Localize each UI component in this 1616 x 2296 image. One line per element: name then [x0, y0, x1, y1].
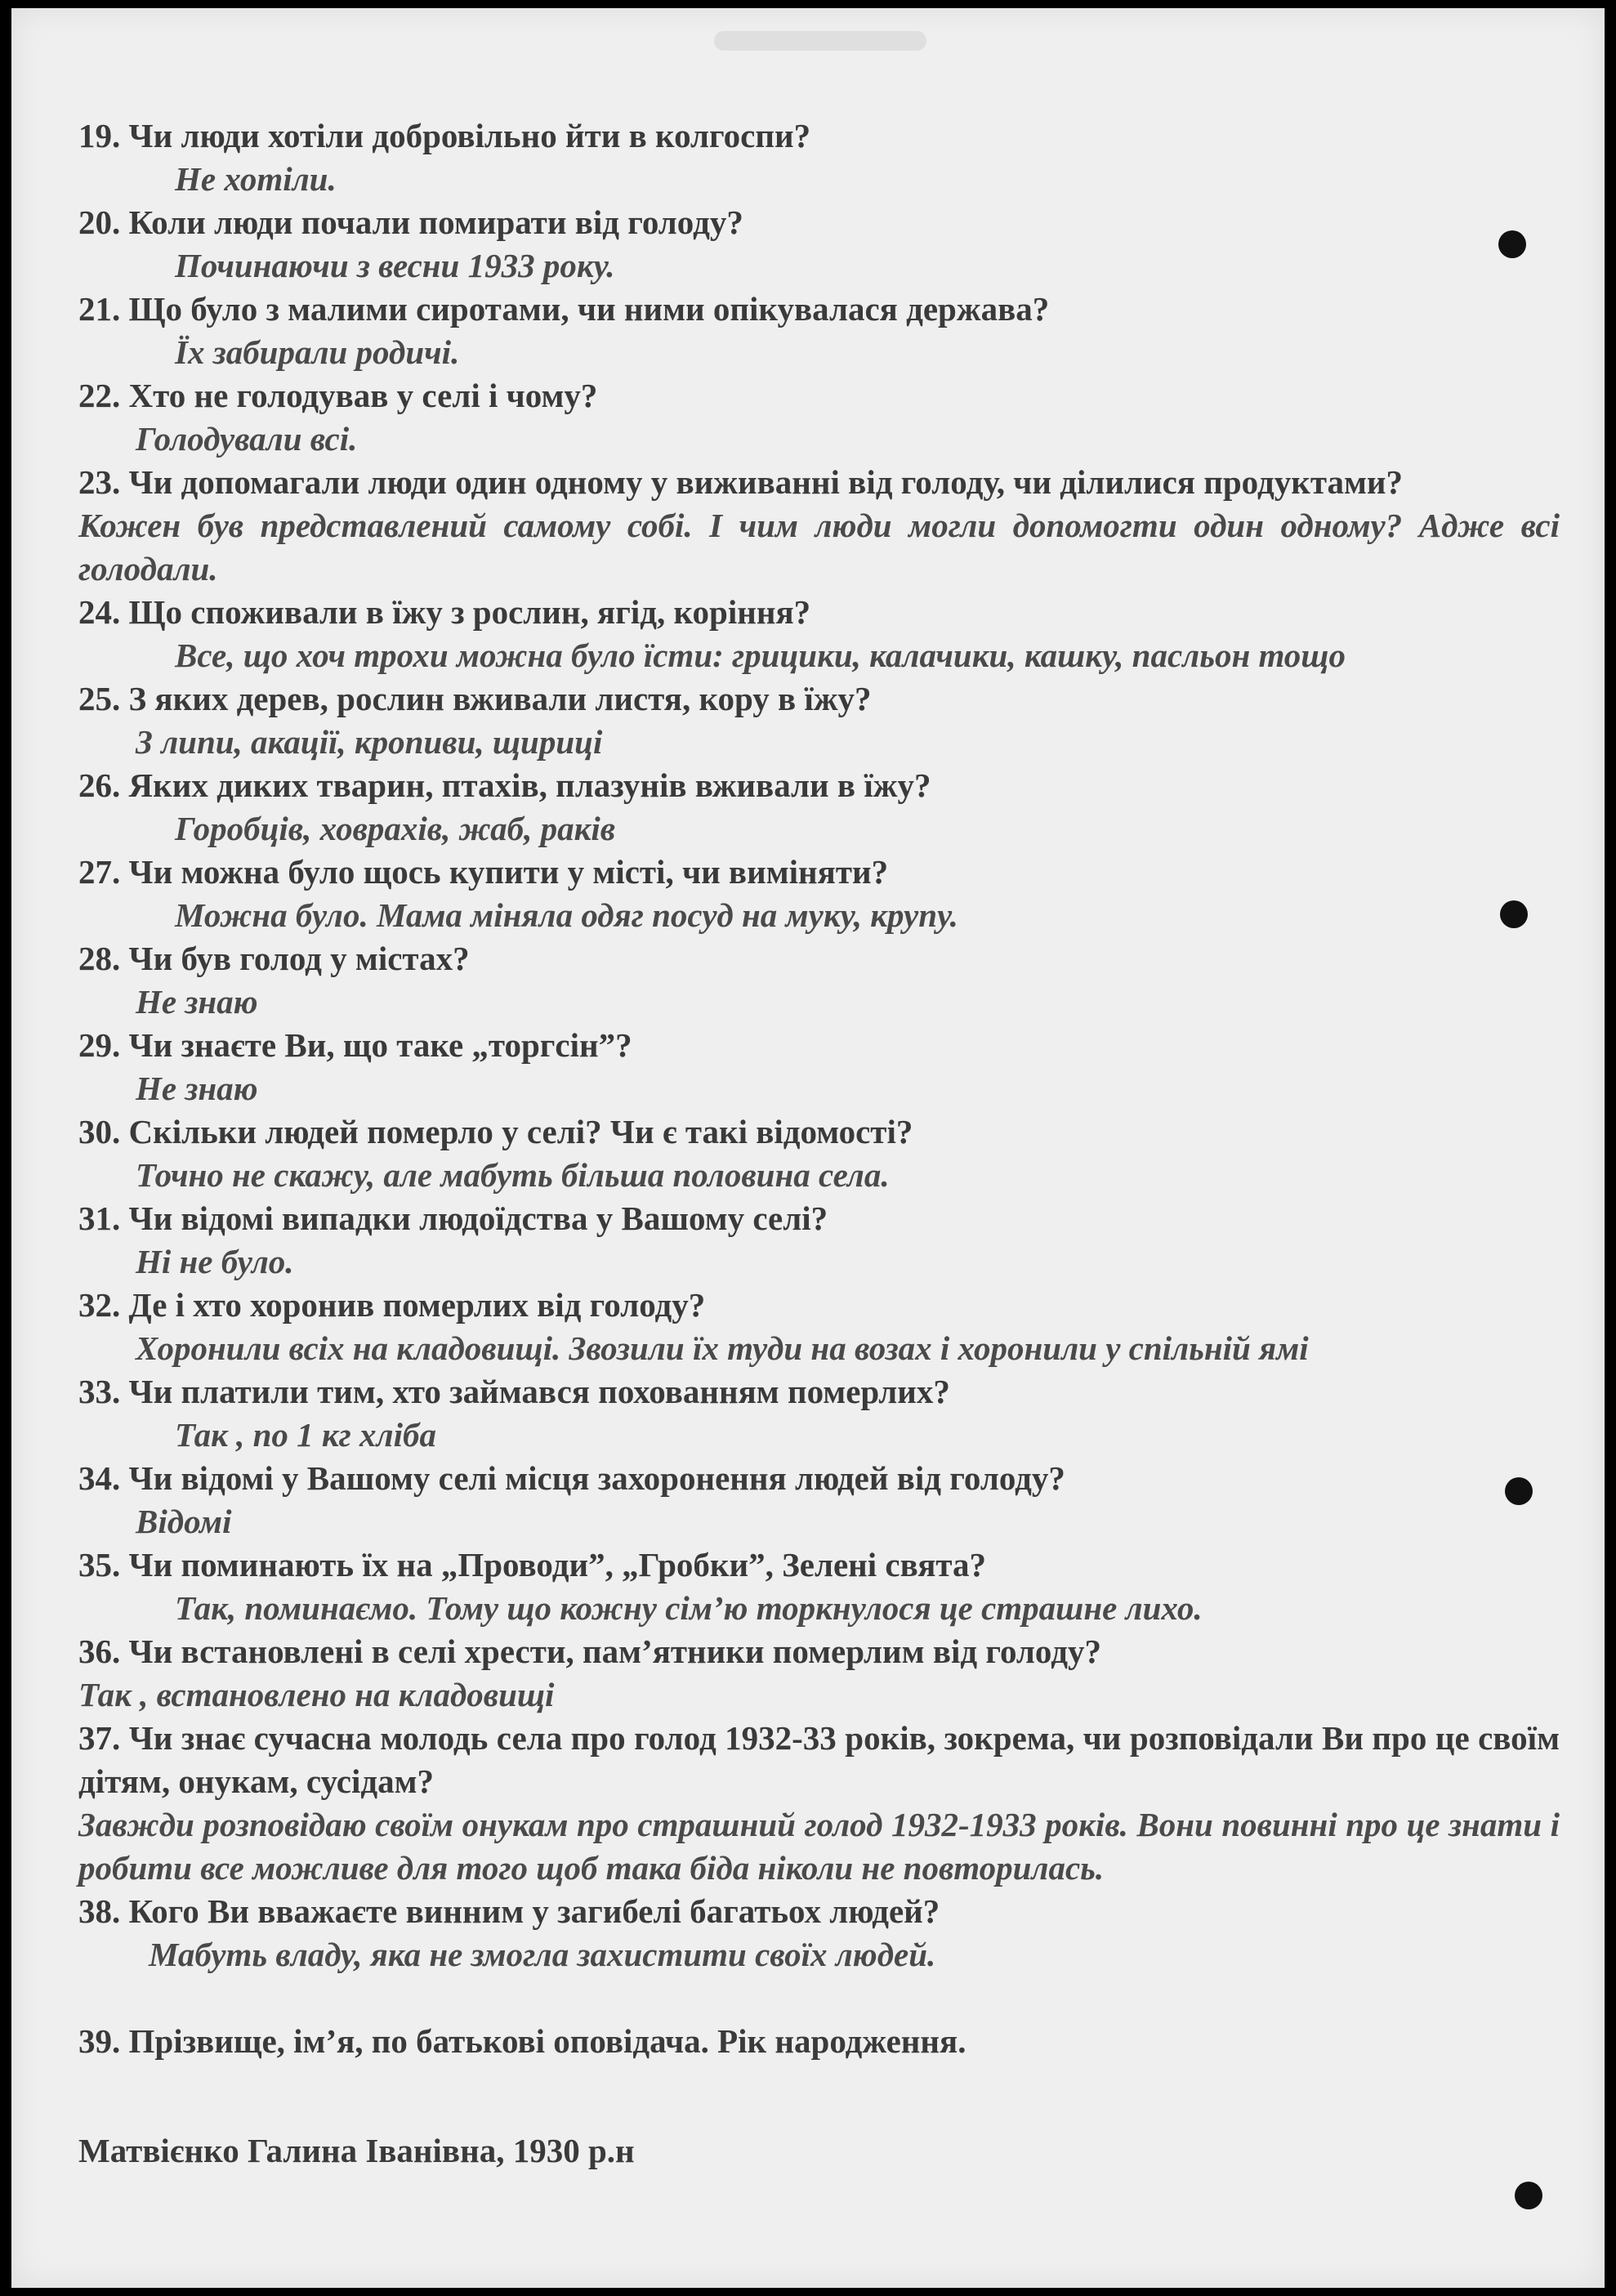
- answer-text: Горобців, ховрахів, жаб, раків: [175, 810, 616, 847]
- question-block: [11, 851, 1605, 937]
- question-text: 22. Хто не голодував у селі і чому?: [78, 377, 598, 414]
- question-block: [11, 1630, 1605, 1717]
- question-block: [11, 1024, 1605, 1110]
- answer-text: Мабуть владу, яка не змогла захистити своїх людей.: [149, 1936, 936, 1973]
- document-page: [11, 8, 1605, 2288]
- question-text: 27. Чи можна було щось купити у місті, чи виміняти?: [78, 853, 889, 891]
- answer-text: Не хотіли.: [175, 160, 337, 198]
- answer-text: З липи, акації, кропиви, щириці: [136, 723, 603, 761]
- answer-text: Все, що хоч трохи можна було їсти: грицики, калачики, кашку, пасльон тощо: [175, 637, 1346, 674]
- question-text: 37. Чи знає сучасна молодь села про голод 1932-33 років, зокрема, чи розповідали Ви про це своїм дітям, онукам, сусідам?: [78, 1719, 1560, 1800]
- question-block: [11, 1284, 1605, 1370]
- answer-text: Так , по 1 кг хліба: [175, 1416, 436, 1454]
- question-text: 29. Чи знаєте Ви, що таке „торгсін”?: [78, 1026, 632, 1064]
- question-text: 32. Де і хто хоронив померлих від голоду?: [78, 1286, 706, 1324]
- narrator-name: Матвієнко Галина Іванівна, 1930 р.н: [78, 2132, 635, 2169]
- answer-text: Не знаю: [136, 983, 258, 1021]
- question-block: [11, 288, 1605, 374]
- question-text: 30. Скільки людей померло у селі? Чи є такі відомості?: [78, 1113, 913, 1150]
- answer-text: Не знаю: [136, 1070, 258, 1107]
- question-block: [11, 1197, 1605, 1284]
- question-block: [11, 591, 1605, 677]
- answer-text: Так , встановлено на кладовищі: [78, 1676, 555, 1713]
- question-text: 24. Що споживали в їжу з рослин, ягід, коріння?: [78, 593, 811, 631]
- question-text: 36. Чи встановлені в селі хрести, пам’ятники померлим від голоду?: [78, 1633, 1101, 1670]
- answer-text: Можна було. Мама міняла одяг посуд на муку, крупу.: [175, 896, 958, 934]
- question-block: [11, 1890, 1605, 1977]
- answer-text: Голодували всі.: [136, 420, 358, 458]
- question-text: 28. Чи був голод у містах?: [78, 940, 470, 977]
- spacer: [11, 1977, 1605, 2020]
- spacer: [11, 2063, 1605, 2106]
- question-text: 20. Коли люди почали помирати від голоду?: [78, 203, 743, 241]
- question-text: 31. Чи відомі випадки людоїдства у Вашому селі?: [78, 1199, 828, 1237]
- answer-text: Точно не скажу, але мабуть більша половина села.: [136, 1156, 890, 1194]
- question-text: 39. Прізвище, ім’я, по батькові оповідача. Рік народження.: [78, 2022, 966, 2060]
- question-block: [11, 201, 1605, 288]
- question-block: [11, 1110, 1605, 1197]
- answer-text: Так, поминаємо. Тому що кожну сім’ю торкнулося це страшне лихо.: [175, 1589, 1203, 1627]
- question-block: [11, 764, 1605, 851]
- question-block: [11, 1717, 1605, 1890]
- answer-text: Завжди розповідаю своїм онукам про страшний голод 1932-1933 років. Вони повинні про це знати і робити все можливе для того щоб така біда ніколи не повторилась.: [78, 1806, 1560, 1887]
- question-block: [11, 937, 1605, 1024]
- question-text: 23. Чи допомагали люди один одному у виживанні від голоду, чи ділилися продуктами?: [78, 463, 1404, 501]
- question-text: 25. З яких дерев, рослин вживали листя, кору в їжу?: [78, 680, 872, 717]
- question-block: [11, 114, 1605, 201]
- question-text: 19. Чи люди хотіли добровільно йти в колгоспи?: [78, 117, 811, 154]
- faint-header-smudge: [714, 31, 926, 51]
- question-text: 34. Чи відомі у Вашому селі місця захоронення людей від голоду?: [78, 1459, 1065, 1497]
- answer-text: Хоронили всіх на кладовищі. Звозили їх туди на возах і хоронили у спільній ямі: [136, 1329, 1309, 1367]
- question-block: [11, 1543, 1605, 1630]
- answer-text: Ні не було.: [136, 1243, 294, 1280]
- answer-text: Відомі: [136, 1503, 232, 1540]
- question-text: 21. Що було з малими сиротами, чи ними опікувалася держава?: [78, 290, 1050, 328]
- question-text: 26. Яких диких тварин, птахів, плазунів вживали в їжу?: [78, 766, 931, 804]
- question-block: [11, 374, 1605, 461]
- questionnaire-body: [11, 114, 1605, 2173]
- question-block: [11, 461, 1605, 591]
- punch-hole: [1515, 2182, 1542, 2209]
- answer-text: Кожен був представлений самому собі. І чим люди могли допомогти один одному? Адже всі голодали.: [78, 507, 1560, 587]
- question-text: 33. Чи платили тим, хто займався похованням померлих?: [78, 1373, 950, 1410]
- question-block: [11, 1457, 1605, 1543]
- question-text: 35. Чи поминають їх на „Проводи”, „Гробки”, Зелені свята?: [78, 1546, 987, 1584]
- answer-text: Їх забирали родичі.: [175, 333, 460, 371]
- question-text: 38. Кого Ви вважаєте винним у загибелі багатьох людей?: [78, 1892, 940, 1930]
- question-block: [11, 677, 1605, 764]
- question-block: [11, 1370, 1605, 1457]
- answer-text: Починаючи з весни 1933 року.: [175, 247, 615, 284]
